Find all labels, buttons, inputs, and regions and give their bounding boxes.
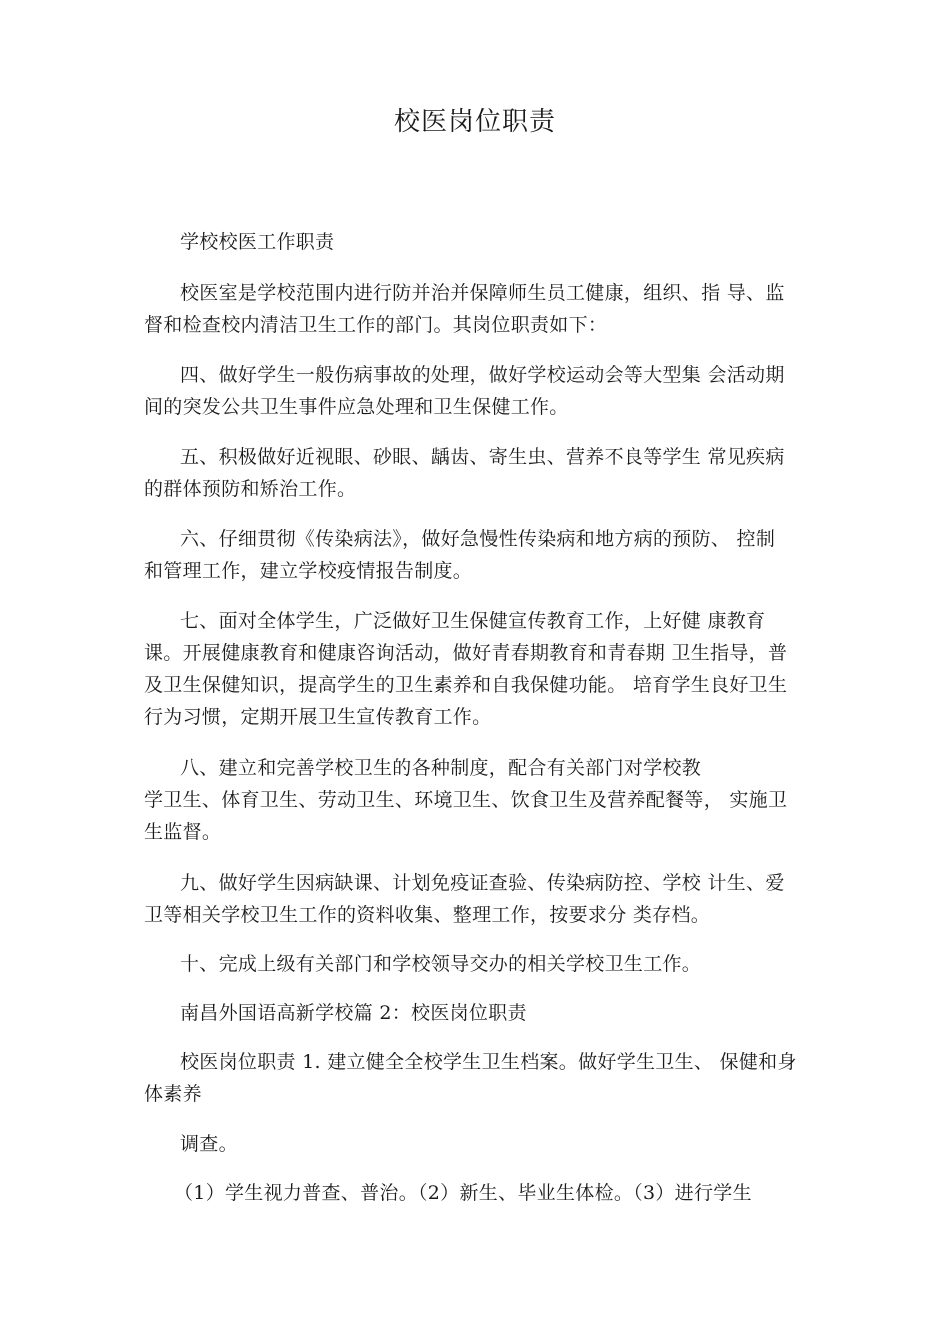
paragraph-line: 的群体预防和矫治工作。 xyxy=(144,478,357,500)
paragraph-line: 南昌外国语高新学校篇 2：校医岗位职责 xyxy=(180,1002,527,1024)
paragraph-duty-1 xyxy=(144,1046,834,1110)
paragraph-survey-items xyxy=(144,1177,834,1209)
paragraph-line: 七、面对全体学生，广泛做好卫生保健宣传教育工作，上好健 康教育 xyxy=(180,610,766,632)
paragraph-line: 和管理工作，建立学校疫情报告制度。 xyxy=(144,560,473,582)
paragraph-item-5 xyxy=(144,441,834,505)
paragraph-line: 学卫生、体育卫生、劳动卫生、环境卫生、饮食卫生及营养配餐等， 实施卫 xyxy=(144,789,788,811)
paragraph-line: 课。开展健康教育和健康咨询活动，做好青春期教育和青春期 卫生指导，普 xyxy=(144,642,788,664)
paragraph-item-4 xyxy=(144,359,834,423)
paragraph-line: 体素养 xyxy=(144,1083,202,1105)
paragraph-line: 卫等相关学校卫生工作的资料收集、整理工作，按要求分 类存档。 xyxy=(144,904,711,926)
paragraph-intro xyxy=(144,277,834,341)
paragraph-item-6 xyxy=(144,523,834,587)
paragraph-survey xyxy=(144,1128,834,1160)
paragraph-line: 学校校医工作职责 xyxy=(180,231,335,253)
document-title: 校医岗位职责 xyxy=(393,107,556,137)
paragraph-line: （1）学生视力普查、普治。（2）新生、毕业生体检。（3）进行学生 xyxy=(174,1182,752,1204)
paragraph-line: 九、做好学生因病缺课、计划免疫证查验、传染病防控、学校 计生、爱 xyxy=(180,872,785,894)
paragraph-heading-duties xyxy=(144,226,834,258)
paragraph-line: 及卫生保健知识，提高学生的卫生素养和自我保健功能。 培育学生良好卫生 xyxy=(144,674,788,696)
paragraph-line: 校医室是学校范围内进行防并治并保障师生员工健康，组织、指 导、监 xyxy=(180,282,785,304)
paragraph-line: 十、完成上级有关部门和学校领导交办的相关学校卫生工作。 xyxy=(180,953,702,975)
paragraph-line: 督和检查校内清洁卫生工作的部门。其岗位职责如下： xyxy=(144,314,608,336)
paragraph-section-2-heading xyxy=(144,997,834,1029)
paragraph-item-10 xyxy=(144,948,834,980)
paragraph-item-9 xyxy=(144,867,834,931)
paragraph-item-8 xyxy=(144,752,834,848)
paragraph-item-7 xyxy=(144,605,834,733)
paragraph-line: 八、建立和完善学校卫生的各种制度，配合有关部门对学校教 xyxy=(180,757,702,779)
paragraph-line: 校医岗位职责 1. 建立健全全校学生卫生档案。做好学生卫生、 保健和身 xyxy=(180,1051,797,1073)
paragraph-line: 四、做好学生一般伤病事故的处理，做好学校运动会等大型集 会活动期 xyxy=(180,364,785,386)
paragraph-line: 五、积极做好近视眼、砂眼、龋齿、寄生虫、营养不良等学生 常见疾病 xyxy=(180,446,785,468)
paragraph-line: 生监督。 xyxy=(144,821,222,843)
paragraph-line: 调查。 xyxy=(180,1133,238,1155)
paragraph-line: 六、仔细贯彻《传染病法》，做好急慢性传染病和地方病的预防、 控制 xyxy=(180,528,776,550)
paragraph-line: 间的突发公共卫生事件应急处理和卫生保健工作。 xyxy=(144,396,569,418)
paragraph-line: 行为习惯，定期开展卫生宣传教育工作。 xyxy=(144,706,492,728)
